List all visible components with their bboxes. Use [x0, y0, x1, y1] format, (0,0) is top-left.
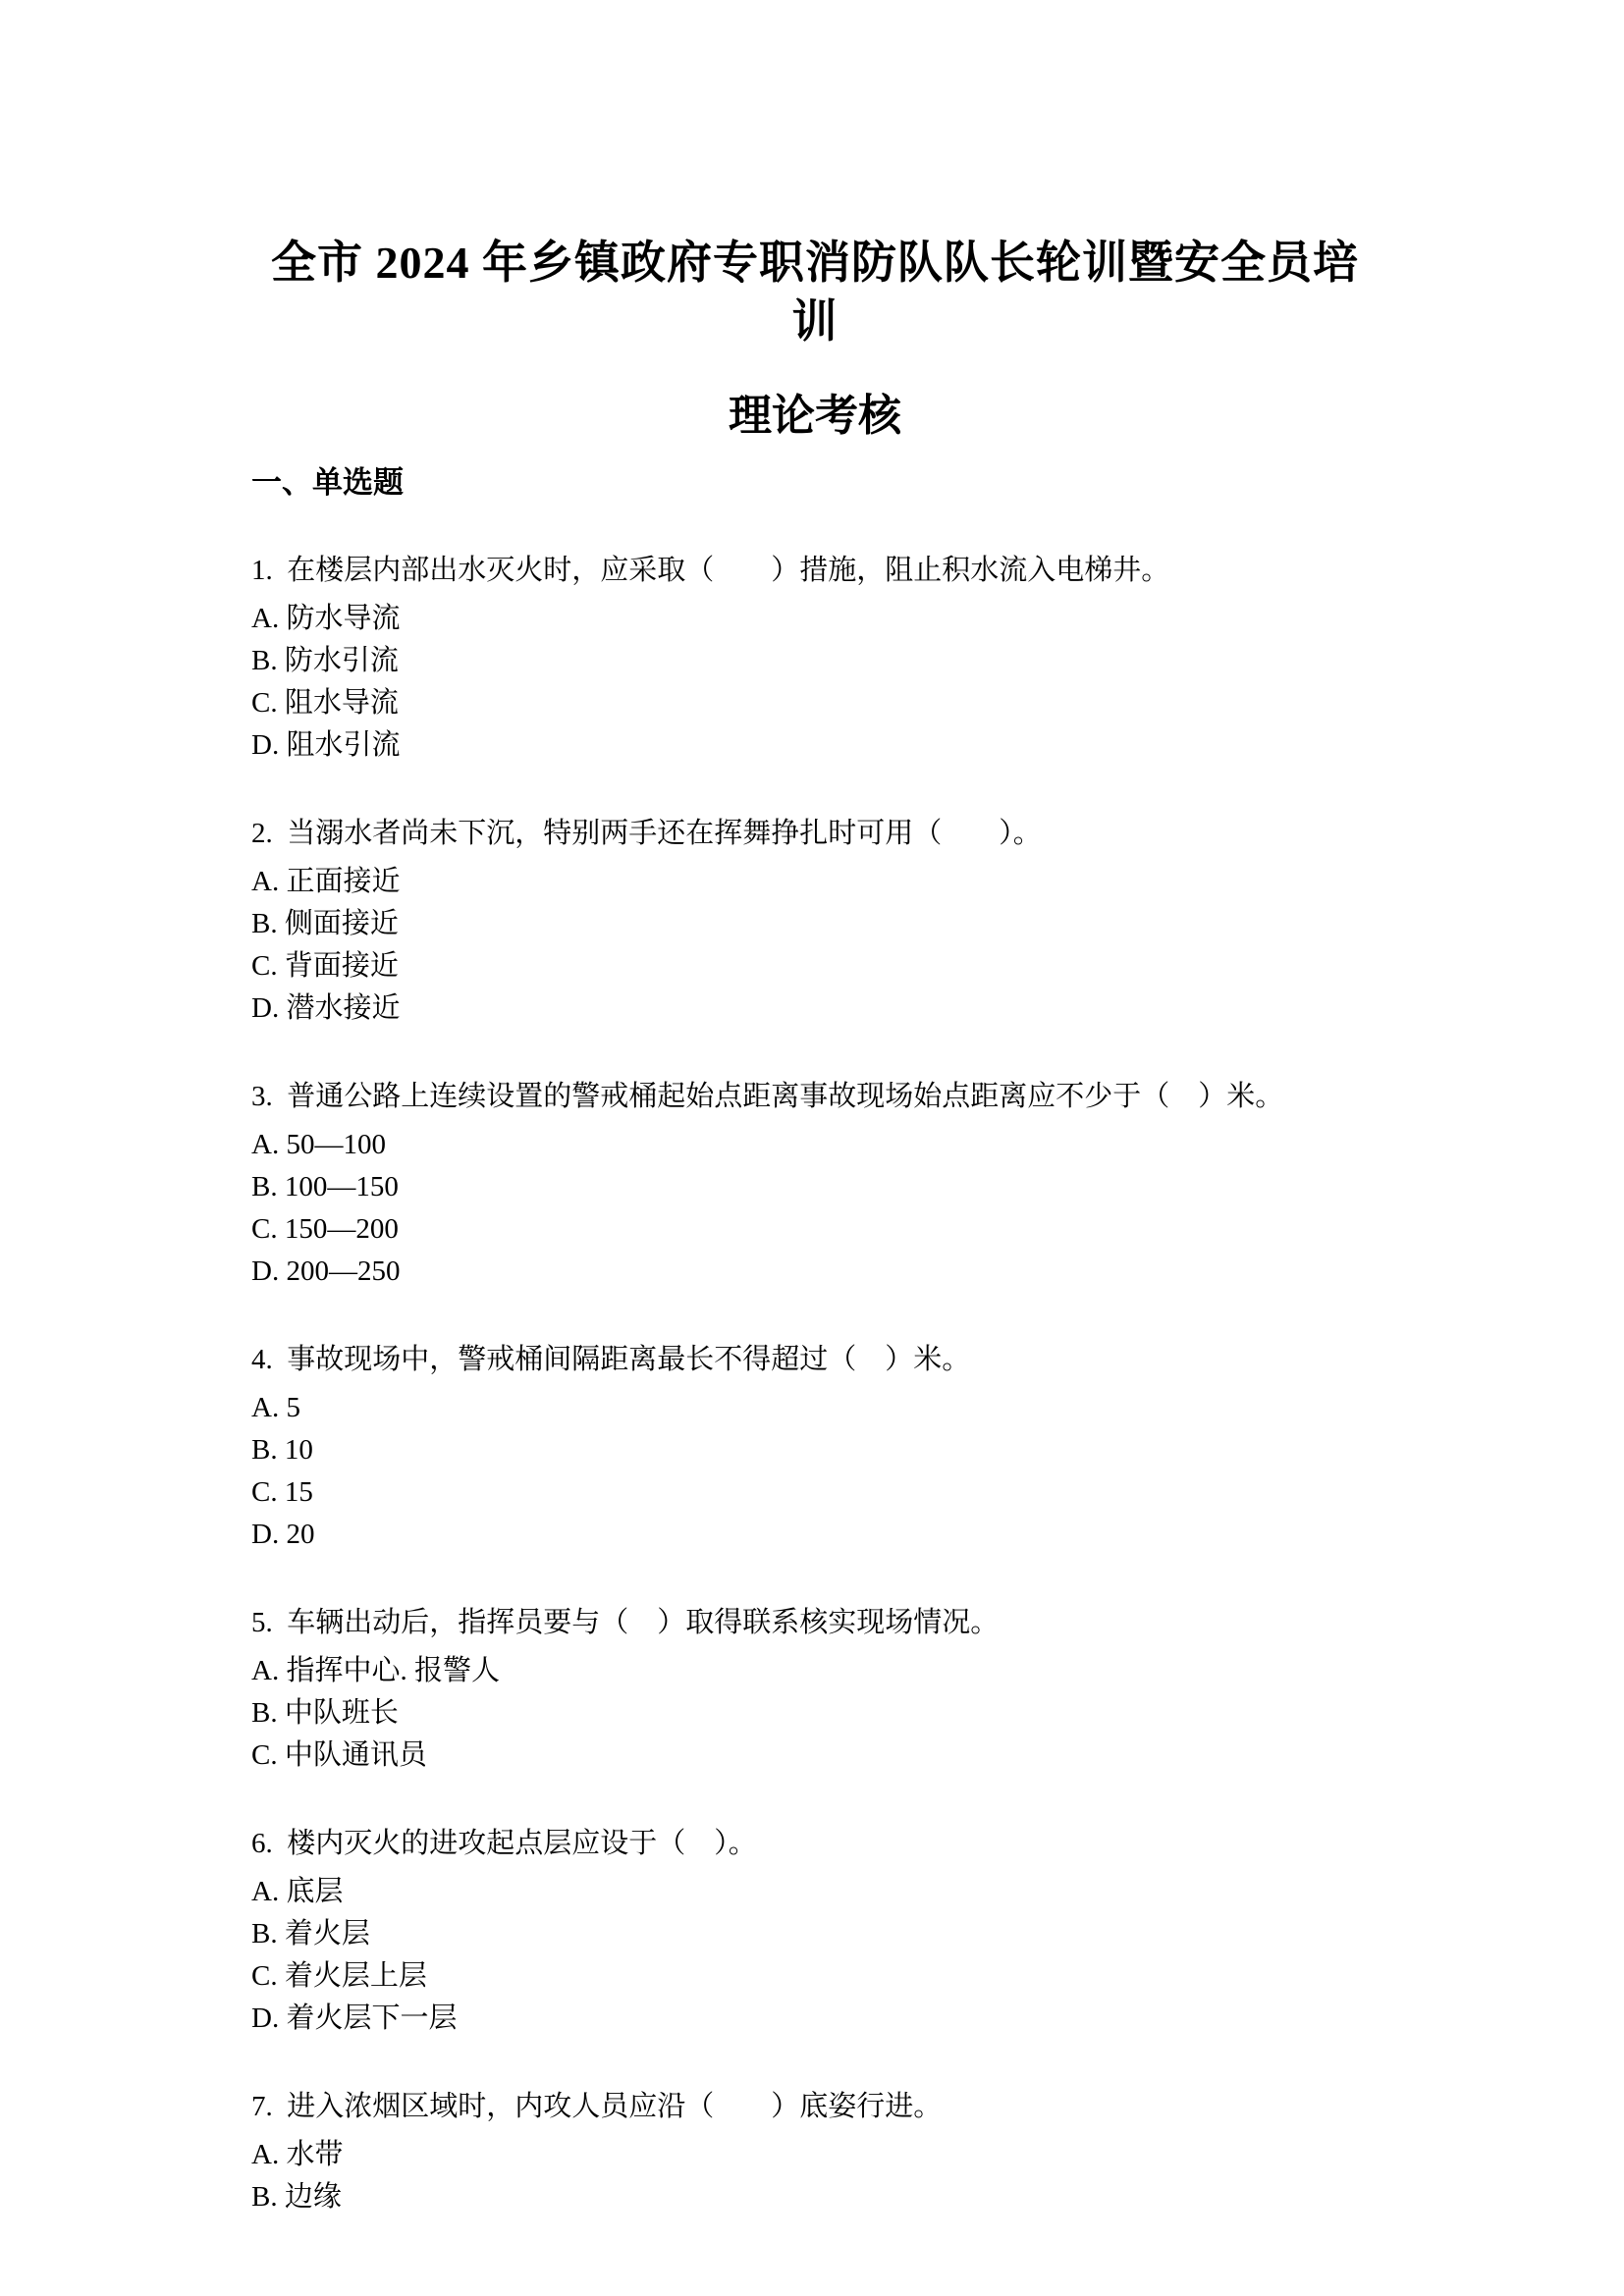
question-block	[251, 810, 1379, 1030]
option-line: C. 着火层上层	[251, 1960, 427, 1992]
document-title: 全市 2024 年乡镇政府专职消防队队长轮训暨安全员培训	[271, 238, 1359, 347]
option-line: A. 水带	[251, 2139, 344, 2170]
option-line: C. 15	[251, 1476, 313, 1508]
option-line: A. 底层	[251, 1876, 344, 1907]
option-line: D. 20	[251, 1519, 315, 1550]
option-line: D. 潜水接近	[251, 992, 401, 1024]
question-text: 4. 事故现场中，警戒桶间隔距离最长不得超过（ ）米。	[251, 1344, 971, 1375]
question-block	[251, 1820, 1379, 2040]
option-line: A. 防水导流	[251, 603, 401, 634]
question-list	[251, 547, 1379, 2218]
question-text: 7. 进入浓烟区域时，内攻人员应沿（ ）底姿行进。	[251, 2091, 943, 2122]
option-line: C. 阻水导流	[251, 687, 399, 719]
option-line: B. 边缘	[251, 2181, 342, 2213]
question-block	[251, 1073, 1379, 1293]
question-text: 2. 当溺水者尚未下沉，特别两手还在挥舞挣扎时可用（ ）。	[251, 818, 1042, 849]
question-block	[251, 1599, 1379, 1777]
option-line: A. 5	[251, 1392, 300, 1423]
option-line: C. 背面接近	[251, 950, 399, 982]
question-text: 3. 普通公路上连续设置的警戒桶起始点距离事故现场始点距离应不少于（ ）米。	[251, 1081, 1284, 1112]
option-line: B. 着火层	[251, 1918, 370, 1949]
option-line: D. 阻水引流	[251, 729, 401, 761]
question-text: 5. 车辆出动后，指挥员要与（ ）取得联系核实现场情况。	[251, 1607, 1000, 1638]
option-line: A. 正面接近	[251, 866, 401, 897]
option-line: D. 着火层下一层	[251, 2002, 458, 2034]
section-heading: 一、单选题	[251, 465, 404, 500]
question-text: 1. 在楼层内部出水灭火时，应采取（ ）措施，阻止积水流入电梯井。	[251, 555, 1170, 586]
option-line: B. 中队班长	[251, 1697, 399, 1729]
option-line: B. 10	[251, 1434, 313, 1466]
question-block	[251, 547, 1379, 767]
question-text: 6. 楼内灭火的进攻起点层应设于（ ）。	[251, 1828, 757, 1859]
option-line: B. 防水引流	[251, 645, 399, 676]
option-line: B. 100—150	[251, 1171, 399, 1202]
question-block	[251, 1336, 1379, 1556]
option-line: A. 指挥中心. 报警人	[251, 1655, 500, 1686]
option-line: A. 50—100	[251, 1129, 386, 1160]
question-block	[251, 2083, 1379, 2218]
document-subtitle: 理论考核	[729, 392, 901, 440]
option-line: C. 150—200	[251, 1213, 399, 1245]
option-line: D. 200—250	[251, 1255, 401, 1287]
option-line: C. 中队通讯员	[251, 1739, 427, 1771]
option-line: B. 侧面接近	[251, 908, 399, 939]
